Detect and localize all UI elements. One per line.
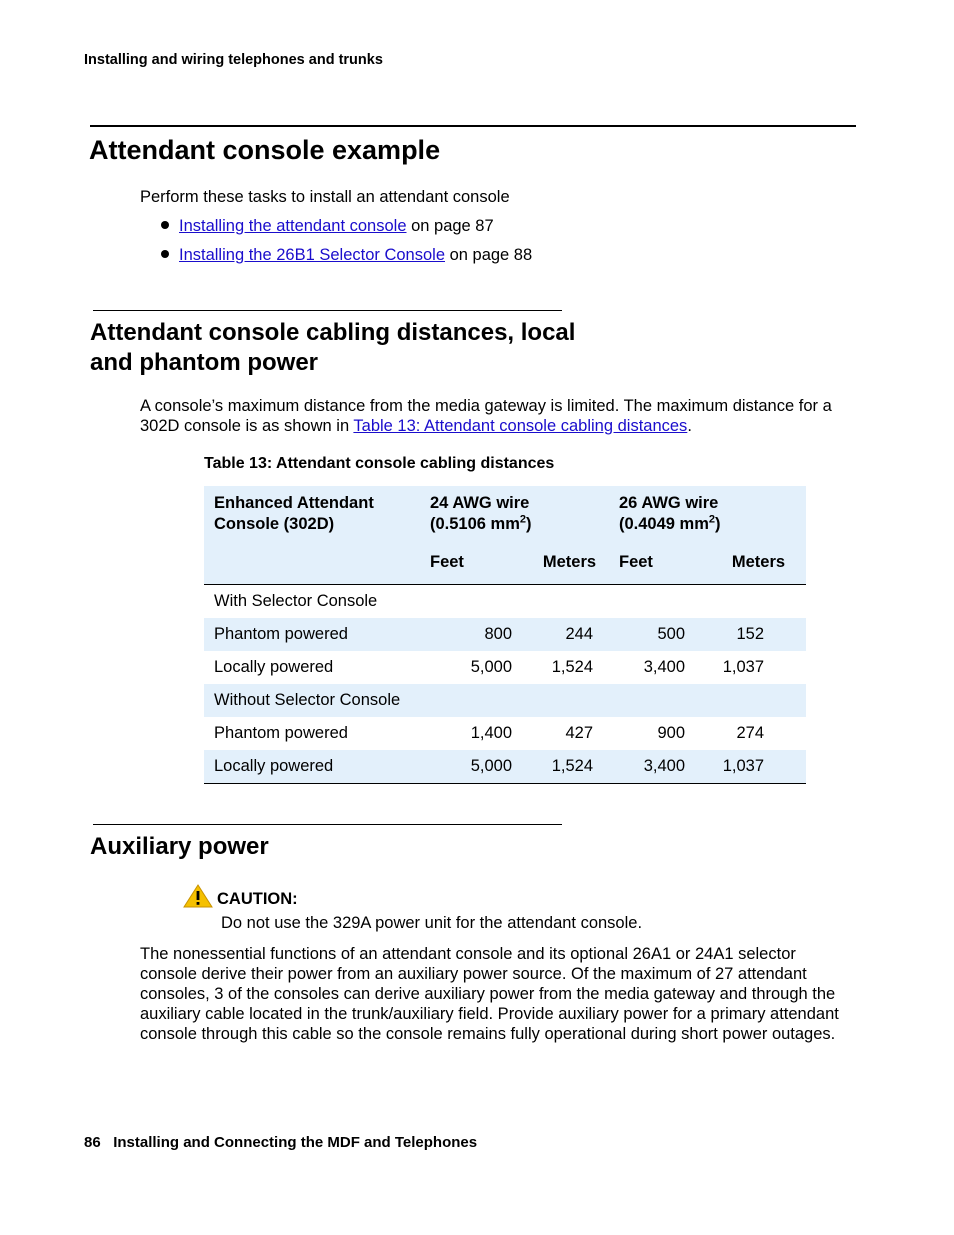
paragraph-line: console derive their power from an auxiliary power source. Of the maximum of 27 attendant [140, 965, 807, 983]
column-header: Meters [731, 553, 786, 571]
page-footer [84, 1134, 477, 1151]
page-ref: on page 87 [406, 217, 494, 235]
column-group-header: 26 AWG wire (0.4049 $mm^2$) [619, 494, 721, 533]
paragraph-text: A console’s maximum distance from the media gateway is limited. The maximum distance for a 302D console is as shown in [140, 397, 832, 435]
footer-title: Installing and Connecting the MDF and Telephones [113, 1134, 478, 1151]
heading-line: and phantom power [90, 349, 318, 376]
list-item [161, 217, 494, 236]
column-header: Meters [542, 553, 597, 571]
section-rule [93, 824, 562, 825]
section-heading: Auxiliary power [90, 833, 269, 860]
section-rule [90, 125, 856, 127]
page-number: 86 [84, 1134, 101, 1151]
page-title: Attendant console example [89, 135, 441, 165]
column-group-header: 24 AWG wire (0.5106 $mm^2$) [430, 494, 532, 533]
warning-triangle-icon [183, 884, 213, 908]
intro-text: Perform these tasks to install an attendant console [140, 188, 510, 206]
bullet-icon [161, 250, 169, 258]
table-13-link[interactable]: Table 13: Attendant console cabling distances [353, 417, 688, 435]
table-caption: Table 13: Attendant console cabling distances [204, 455, 555, 472]
bullet-icon [161, 221, 169, 229]
paragraph-text: . [687, 417, 692, 435]
table-row: Phantom powered 1,400 427 900 274 [214, 724, 764, 742]
running-header: Installing and wiring telephones and trunks [84, 52, 383, 68]
section-heading [90, 318, 575, 378]
caution-label: CAUTION: [217, 890, 298, 908]
install-selector-link[interactable]: Installing the 26B1 Selector Console [179, 246, 445, 264]
paragraph-line: console through this cable so the console remains fully operational during short power outages. [140, 1025, 836, 1043]
table-row: Locally powered 5,000 1,524 3,400 1,037 [204, 750, 806, 784]
column-header: Enhanced Attendant Console (302D) [214, 494, 374, 533]
caution-text: Do not use the 329A power unit for the attendant console. [221, 914, 643, 932]
cabling-table [204, 486, 806, 784]
paragraph [140, 396, 870, 436]
paragraph [140, 944, 839, 1044]
column-header: Feet [619, 553, 653, 571]
list-item [161, 246, 532, 265]
page-ref: on page 88 [445, 246, 533, 264]
table-row: Phantom powered 800 244 500 152 [204, 618, 806, 651]
paragraph-line: The nonessential functions of an attendant console and its optional 26A1 or 24A1 selector [140, 945, 796, 963]
column-header: Feet [430, 553, 464, 571]
table-row: Locally powered 5,000 1,524 3,400 1,037 [214, 658, 764, 676]
heading-line: Attendant console cabling distances, local [90, 319, 576, 346]
paragraph-line: consoles, 3 of the consoles can derive auxiliary power from the media gateway and through the [140, 985, 836, 1003]
table-row: With Selector Console [214, 592, 378, 610]
section-rule [93, 310, 562, 311]
table-row: Without Selector Console [204, 684, 806, 717]
install-console-link[interactable]: Installing the attendant console [179, 217, 407, 235]
paragraph-line: auxiliary cable located in the trunk/auxiliary field. Provide auxiliary power for a primary attendant [140, 1005, 839, 1023]
